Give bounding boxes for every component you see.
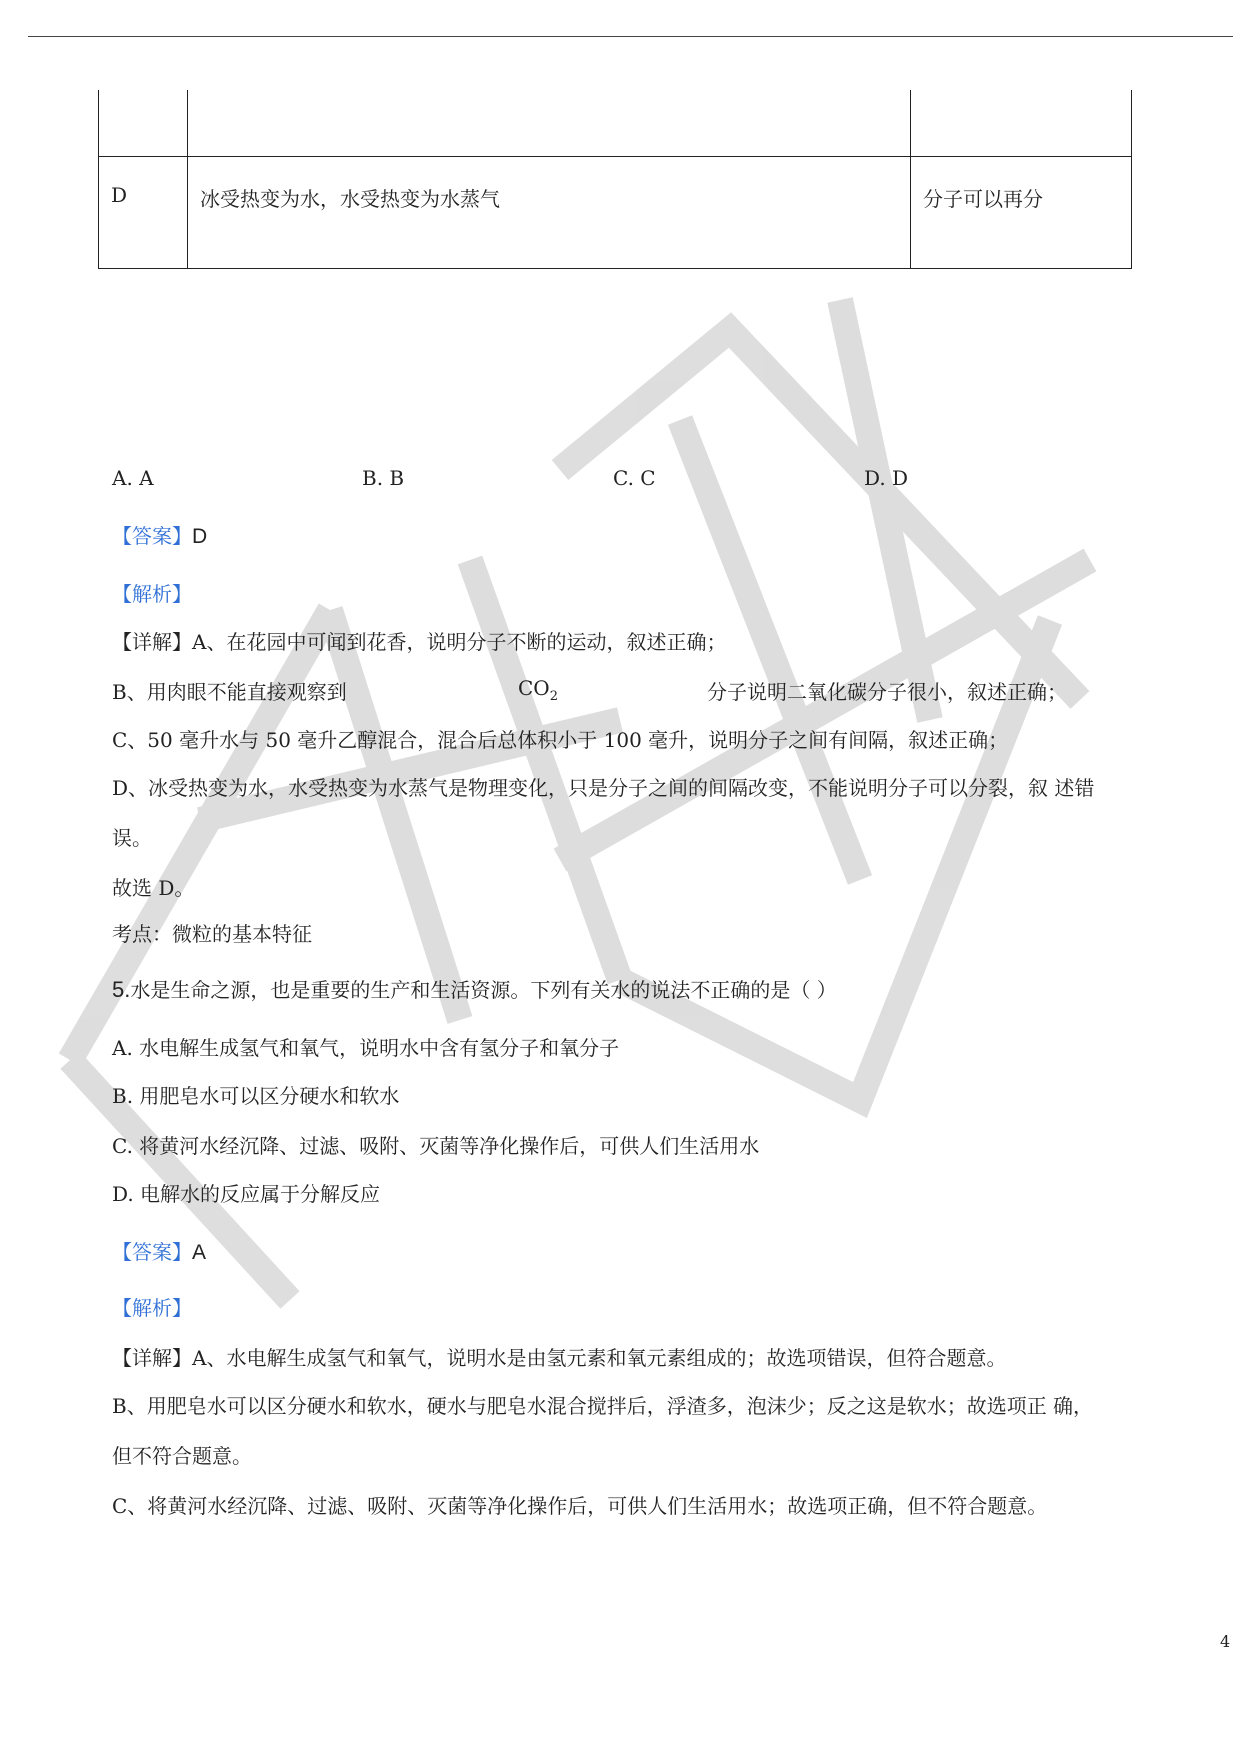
- table-row: [99, 157, 1132, 269]
- table-row: [99, 90, 1132, 157]
- kaodian: 考点：微粒的基本特征: [112, 922, 312, 946]
- detail-b: B、用肥皂水可以区分硬水和软水，硬水与肥皂水混合搅拌后，浮渣多，泡沫少；反之这是软水；故选项正 确，: [112, 1394, 1094, 1418]
- question-5-stem: [112, 974, 837, 1003]
- answer-value: A: [192, 1241, 207, 1264]
- formula-subscript: 2: [549, 689, 558, 704]
- detail-b-cont: 但不符合题意。: [112, 1444, 252, 1468]
- header-rule: [28, 36, 1233, 37]
- answer-line: [112, 520, 207, 549]
- detail-text: A、水电解生成氢气和氧气，说明水是由氢元素和氧元素组成的；故选项错误，但符合题意。: [192, 1346, 1007, 1370]
- answer-value: D: [192, 525, 208, 548]
- chem-formula: [518, 676, 558, 704]
- analysis-label: 【解析】: [112, 582, 192, 606]
- detail-text: B、用肉眼不能直接观察到: [112, 680, 347, 704]
- q5-option-d: D. 电解水的反应属于分解反应: [112, 1182, 381, 1206]
- option-c: C. C: [613, 466, 656, 490]
- detail-label: 【详解】: [112, 1346, 192, 1370]
- page-number: 4: [1220, 1632, 1231, 1651]
- table-cell-letter: [99, 90, 188, 157]
- answer-label: 【答案】: [112, 524, 192, 548]
- detail-c: C、50 毫升水与 50 毫升乙醇混合，混合后总体积小于 100 毫升，说明分子之间有间隔，叙述正确；: [112, 728, 1009, 752]
- detail-b: [112, 676, 347, 705]
- table-cell-letter: D: [99, 157, 188, 269]
- detail-label: 【详解】: [112, 630, 192, 654]
- option-a: A. A: [112, 466, 154, 490]
- answer-line: [112, 1236, 206, 1265]
- detail-d: D、冰受热变为水，水受热变为水蒸气是物理变化，只是分子之间的间隔改变，不能说明分子可以分裂，叙 述错: [112, 776, 1095, 800]
- table-cell-phenomenon: [188, 90, 911, 157]
- option-b: B. B: [362, 466, 405, 490]
- table-cell-phenomenon: 冰受热变为水，水受热变为水蒸气: [188, 157, 911, 269]
- comparison-table: [98, 90, 1132, 269]
- option-d: D. D: [864, 466, 909, 490]
- question-text: 水是生命之源，也是重要的生产和生活资源。下列有关水的说法不正确的是（ ）: [130, 978, 837, 1002]
- detail-a: [112, 1342, 1006, 1371]
- detail-b-cont: 分子说明二氧化碳分子很小，叙述正确；: [707, 680, 1067, 704]
- q5-option-a: A. 水电解生成氢气和氧气，说明水中含有氢分子和氧分子: [112, 1036, 620, 1060]
- table-cell-explanation: 分子可以再分: [911, 157, 1132, 269]
- detail-text: A、在花园中可闻到花香，说明分子不断的运动，叙述正确；: [192, 630, 727, 654]
- conclusion: 故选 D。: [112, 876, 195, 900]
- detail-a: [112, 626, 726, 655]
- formula-text: CO: [518, 676, 550, 700]
- analysis-label: 【解析】: [112, 1296, 192, 1320]
- detail-c: C、将黄河水经沉降、过滤、吸附、灭菌等净化操作后，可供人们生活用水；故选项正确，但不符合题意。: [112, 1494, 1048, 1518]
- q5-option-b: B. 用肥皂水可以区分硬水和软水: [112, 1084, 400, 1108]
- question-number: 5.: [112, 977, 131, 1002]
- table-cell-explanation: [911, 90, 1132, 157]
- q5-option-c: C. 将黄河水经沉降、过滤、吸附、灭菌等净化操作后，可供人们生活用水: [112, 1134, 760, 1158]
- detail-d-cont: 误。: [112, 826, 152, 850]
- answer-label: 【答案】: [112, 1240, 192, 1264]
